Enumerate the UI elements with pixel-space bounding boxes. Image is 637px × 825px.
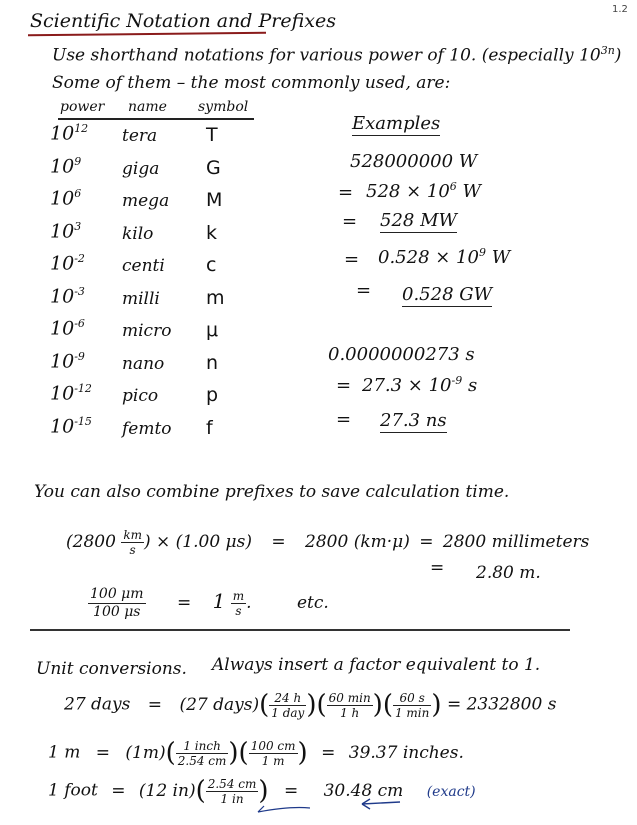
- eq-sign: =: [430, 558, 445, 578]
- prefix-name: tera: [122, 126, 158, 146]
- lhs: 1 foot: [48, 780, 98, 801]
- eq-sign: =: [356, 280, 372, 301]
- eq-sign: =: [111, 780, 126, 801]
- power-base: 10: [50, 414, 75, 437]
- fraction-numerator: 60 s: [393, 691, 431, 706]
- exponent: 9: [478, 246, 486, 259]
- eq-sign: =: [342, 211, 358, 232]
- combine-example-2: [88, 586, 329, 621]
- lhs: 27 days: [64, 694, 131, 715]
- power-base: 10: [50, 349, 75, 372]
- conversion-days: 27 days = (27 days)( $\frac{24 h}{\text{1 day}}$ )( $\frac{60 \min}{1 h}$ )( $\frac{60 s}{1 \min}$ ) = 2332800 s: [64, 690, 557, 720]
- exponent: -9: [451, 374, 463, 387]
- power-base: 10: [50, 187, 75, 210]
- arrow-line: [362, 802, 400, 804]
- period: .: [246, 593, 252, 613]
- prefix-power: [50, 122, 88, 144]
- power-exponent: 9: [74, 154, 82, 168]
- fraction-um-per-us: [88, 586, 146, 621]
- prefix-name: kilo: [122, 223, 154, 244]
- prefix-name: femto: [122, 418, 172, 439]
- eq-sign: =: [321, 742, 336, 763]
- prefix-symbol: p: [206, 384, 219, 406]
- times-sign: ) × (: [143, 532, 183, 552]
- exponent: 6: [449, 180, 457, 193]
- conversion-meter: 1 m = (1m)( $\frac{\text{1 inch}}{2.54 cm}$ )( $\frac{100 cm}{1 m}$ ) = 39.37 inches.: [48, 738, 464, 768]
- fraction-denominator: 2.54 cm: [177, 753, 227, 768]
- power-base: 10: [50, 382, 75, 405]
- fraction-km-per-s: [121, 528, 144, 557]
- example-watts-eq2: 528 MW: [380, 210, 458, 231]
- fraction-denominator: 1 in: [220, 791, 244, 806]
- header-symbol: symbol: [198, 99, 249, 115]
- power-exponent: -3: [74, 284, 85, 298]
- eq-sign: =: [336, 375, 352, 396]
- fraction-numerator: 60 min: [328, 690, 371, 705]
- prefix-name: centi: [122, 256, 165, 276]
- unit: W: [456, 181, 482, 202]
- eq-sign: =: [271, 532, 286, 552]
- fraction-numerator: 1 inch: [176, 739, 229, 754]
- fraction-denominator: 1 m: [261, 753, 285, 768]
- mantissa: 528 × 10: [366, 181, 450, 202]
- factor-seconds-per-minute: [393, 691, 431, 720]
- prefix-name: giga: [122, 158, 160, 179]
- power-base: 10: [50, 154, 75, 177]
- header-underline: [58, 118, 254, 120]
- fraction-numerator: 24 h: [269, 691, 306, 706]
- fraction-denominator: s: [129, 543, 136, 557]
- exact-annotation: (exact): [426, 783, 476, 800]
- conversions-heading: Unit conversions.: [36, 659, 187, 679]
- prefix-name: mega: [122, 191, 170, 211]
- power-base: 10: [50, 122, 75, 145]
- power-base: 10: [50, 219, 75, 242]
- term-km-mu: 2800 (km·μ): [305, 532, 410, 552]
- prefix-symbol: M: [206, 189, 223, 211]
- prefix-name: nano: [122, 353, 165, 374]
- header-name: name: [128, 99, 167, 115]
- arrow-line-2: [258, 808, 310, 813]
- header-power: power: [60, 99, 105, 115]
- eq-sign: =: [344, 249, 360, 270]
- result: 39.37 inches.: [348, 742, 464, 763]
- prefix-name: pico: [122, 386, 159, 406]
- factor-minutes-per-hour: [327, 691, 373, 720]
- prefix-power: [50, 155, 81, 177]
- factor-cm-per-m: [249, 739, 298, 768]
- example-seconds-eq1: [362, 374, 477, 396]
- eq-sign: =: [176, 593, 192, 613]
- eq-sign: =: [446, 694, 462, 715]
- prefix-power: [50, 285, 85, 307]
- fraction-numerator: km: [123, 528, 142, 542]
- fraction-denominator: 100 μs: [93, 604, 141, 620]
- prefix-power: [50, 382, 92, 404]
- combine-text: You can also combine prefixes to save calculation time.: [34, 482, 510, 502]
- fraction-m-per-s: [231, 589, 246, 618]
- fraction-denominator: 1 min: [394, 705, 430, 720]
- power-exponent: -6: [74, 317, 85, 330]
- prefix-power: [50, 220, 81, 242]
- result: 2332800 s: [466, 694, 557, 715]
- example-watts-eq1: [366, 180, 481, 202]
- prefix-symbol: f: [206, 416, 213, 439]
- power-base: 10: [50, 284, 75, 307]
- intro-line-1: [52, 44, 621, 66]
- eq-sign: =: [283, 780, 299, 801]
- eq-sign: =: [95, 742, 110, 763]
- example-watts-eq4: 0.528 GW: [402, 284, 493, 305]
- fraction-numerator: 2.54 cm: [207, 776, 257, 791]
- prefix-symbol: k: [206, 221, 218, 244]
- examples-heading: Examples: [352, 113, 441, 134]
- term-one: 1: [212, 589, 226, 613]
- prefix-power: [50, 415, 92, 437]
- fraction-numerator: 100 cm: [250, 738, 296, 753]
- fraction-denominator: s: [235, 604, 242, 618]
- mantissa: 0.528 × 10: [378, 247, 479, 268]
- prefix-symbol: m: [206, 286, 225, 309]
- eq-sign: =: [338, 182, 354, 203]
- page-title: Scientific Notation and Prefixes: [30, 10, 336, 32]
- factor-hours-per-day: [269, 691, 306, 720]
- lhs: 1 m: [48, 742, 81, 763]
- prefix-power: [50, 350, 85, 372]
- prefix-symbol: n: [206, 351, 219, 374]
- prefix-symbol: μ: [206, 319, 219, 341]
- example-watts-value: 528000000 W: [350, 151, 478, 172]
- prefix-name: micro: [122, 321, 172, 341]
- power-exponent: -2: [74, 252, 85, 265]
- intro-line-2: Some of them – the most commonly used, are:: [52, 73, 451, 93]
- eq-sign: =: [419, 532, 434, 552]
- term-millimeters: 2800 millimeters: [442, 532, 590, 552]
- example-seconds-eq2: 27.3 ns: [380, 410, 447, 431]
- power-exponent: -12: [74, 382, 92, 395]
- etc-text: etc.: [296, 593, 329, 613]
- term-1us: 1.00 μs: [182, 532, 246, 552]
- power-exponent: 3: [74, 219, 82, 233]
- term: (27 days): [179, 694, 260, 715]
- prefix-power: [50, 187, 81, 209]
- eq-sign: =: [336, 409, 352, 430]
- intro-text: Use shorthand notations for various power of 10. (especially 10: [52, 45, 601, 66]
- example-seconds-value: 0.0000000273 s: [328, 344, 475, 365]
- term: (1m): [125, 742, 166, 763]
- annotation-arrows: [250, 790, 410, 820]
- fraction-denominator: 1 day: [271, 705, 305, 720]
- intro-exponent: 3n: [600, 44, 615, 57]
- fraction-numerator: m: [232, 589, 245, 603]
- prefix-symbol: c: [206, 254, 217, 276]
- conversion-foot: 1 foot = (12 in)( $\frac{2.54 cm}{1 in}$ ) = 30.48 cm (exact): [48, 776, 476, 806]
- factor-inch-per-cm: [176, 739, 229, 768]
- prefix-power: [50, 317, 85, 339]
- term-2-80-m: 2.80 m.: [476, 563, 541, 583]
- title-underline: [28, 32, 266, 36]
- prefix-symbol: G: [206, 156, 221, 179]
- power-exponent: 12: [74, 122, 89, 135]
- power-exponent: -9: [74, 349, 85, 363]
- power-exponent: -15: [74, 414, 92, 428]
- page-number: 1.2: [612, 4, 628, 15]
- fraction-numerator: 100 μm: [90, 586, 144, 602]
- combine-equation: [66, 528, 589, 557]
- fraction-denominator: 1 h: [340, 705, 360, 720]
- conversions-note: Always insert a factor equivalent to 1.: [212, 655, 541, 675]
- eq-sign: =: [147, 694, 163, 715]
- section-divider: [30, 629, 570, 631]
- mantissa: 27.3 × 10: [362, 375, 452, 396]
- term: (12 in): [138, 780, 196, 801]
- close-paren: ): [245, 532, 252, 552]
- term-2800: (2800: [66, 532, 116, 552]
- prefix-symbol: T: [206, 124, 218, 146]
- power-exponent: 6: [74, 187, 82, 200]
- unit: W: [485, 247, 511, 268]
- prefix-name: milli: [122, 288, 160, 309]
- result: 30.48 cm: [323, 780, 404, 801]
- example-watts-eq3: [378, 246, 510, 268]
- prefix-power: [50, 252, 85, 274]
- unit: s: [462, 375, 478, 396]
- power-base: 10: [50, 317, 75, 340]
- power-base: 10: [50, 252, 75, 275]
- intro-close-paren: ): [614, 45, 622, 66]
